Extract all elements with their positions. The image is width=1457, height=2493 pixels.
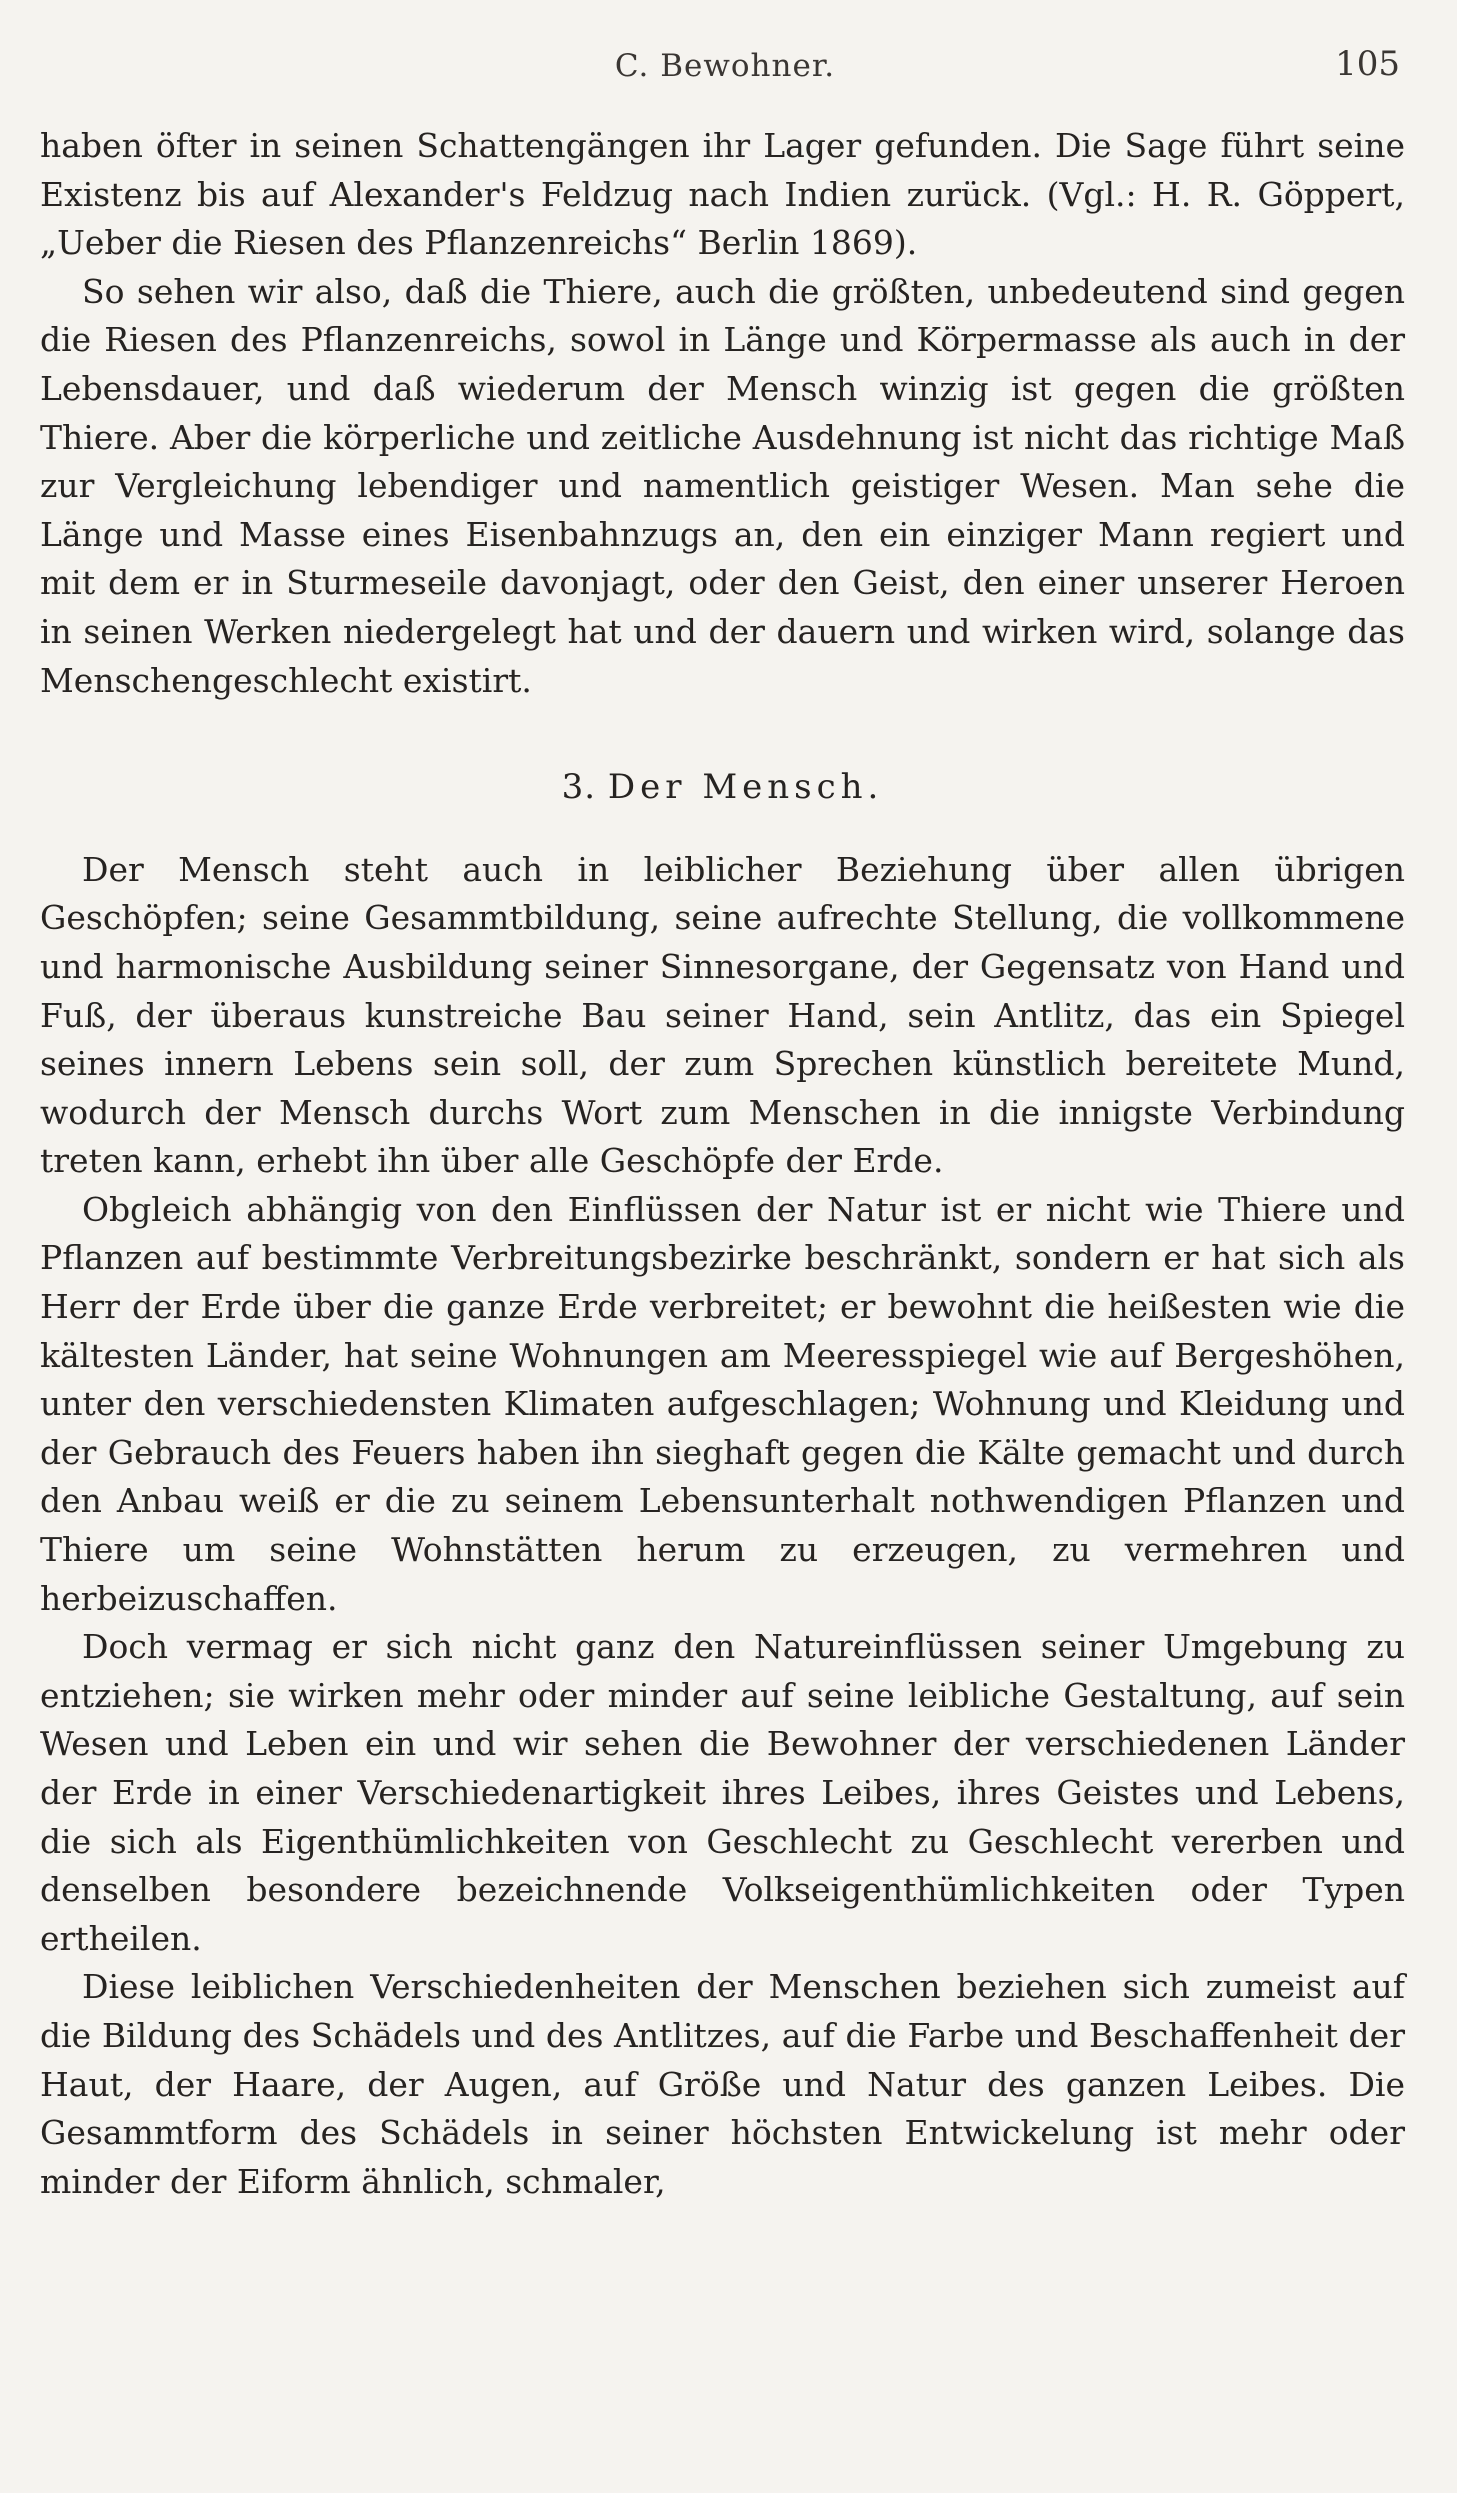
running-head: [40, 36, 1410, 96]
paragraph: Obgleich abhängig von den Einflüssen der Natur ist er nicht wie Thiere und Pflanzen auf bestimmte Verbreitungsbezirke beschränkt, sondern er hat sich als Herr der Erde über die ganze Erde verbreitet; er bewohnt die heißesten wie die kältesten Länder, hat seine Wohnungen am Meeresspiegel wie auf Bergeshöhen, unter den verschiedensten Klimaten aufgeschlagen; Wohnung und Kleidung und der Gebrauch des Feuers haben ihn sieghaft gegen die Kälte gemacht und durch den Anbau weiß er die zu seinem Lebensunterhalt nothwendigen Pflanzen und Thiere um seine Wohnstätten herum zu erzeugen, zu vermehren und herbeizuschaffen.: [40, 1189, 1405, 1618]
running-title: C. Bewohner.: [614, 48, 836, 84]
paragraph: Doch vermag er sich nicht ganz den Natureinflüssen seiner Umgebung zu entziehen; sie wirken mehr oder minder auf seine leibliche Gestaltung, auf sein Wesen und Leben ein und wir sehen die Bewohner der verschiedenen Länder der Erde in einer Verschiedenartigkeit ihres Leibes, ihres Geistes und Lebens, die sich als Eigenthümlichkeiten von Geschlecht zu Geschlecht vererben und denselben besondere bezeichnende Volkseigenthümlichkeiten oder Typen ertheilen.: [40, 1627, 1405, 1958]
paragraph: Der Mensch steht auch in leiblicher Beziehung über allen übrigen Geschöpfen; seine Gesammtbildung, seine aufrechte Stellung, die vollkommene und harmonische Ausbildung seiner Sinnesorgane, der Gegensatz von Hand und Fuß, der überaus kunstreiche Bau seiner Hand, sein Antlitz, das ein Spiegel seines innern Lebens sein soll, der zum Sprechen künstlich bereitete Mund, wodurch der Mensch durchs Wort zum Menschen in die innigste Verbindung treten kann, erhebt ihn über alle Geschöpfe der Erde.: [40, 849, 1405, 1181]
paragraph: So sehen wir also, daß die Thiere, auch die größten, unbedeutend sind gegen die Riesen des Pflanzenreichs, sowol in Länge und Körpermasse als auch in der Lebensdauer, und daß wiederum der Mensch winzig ist gegen die größten Thiere. Aber die körperliche und zeitliche Ausdehnung ist nicht das richtige Maß zur Vergleichung lebendiger und namentlich geistiger Wesen. Man sehe die Länge und Masse eines Eisenbahnzugs an, den ein einziger Mann regiert und mit dem er in Sturmeseile davonjagt, oder den Geist, den einer unserer Heroen in seinen Werken niedergelegt hat und der dauern und wirken wird, solange das Menschengeschlecht existirt.: [40, 271, 1405, 700]
paragraph: Diese leiblichen Verschiedenheiten der Menschen beziehen sich zumeist auf die Bildung des Schädels und des Antlitzes, auf die Farbe und Beschaffenheit der Haut, der Haare, der Augen, auf Größe und Natur des ganzen Leibes. Die Gesammtform des Schädels in seiner höchsten Entwickelung ist mehr oder minder der Eiform ähnlich, schmaler,: [40, 1967, 1405, 2201]
paragraph-continued: haben öfter in seinen Schattengängen ihr Lager gefunden. Die Sage führt seine Existenz bis auf Alexander's Feldzug nach Indien zurück. (Vgl.: H. R. Göppert, „Ueber die Riesen des Pflanzenreichs“ Berlin 1869).: [40, 126, 1405, 263]
section-heading: [40, 763, 1405, 812]
body-text: [40, 122, 1405, 2206]
section-number: 3.: [561, 767, 597, 808]
page-number: 105: [1335, 44, 1400, 84]
section-title: Der Mensch.: [607, 767, 884, 808]
